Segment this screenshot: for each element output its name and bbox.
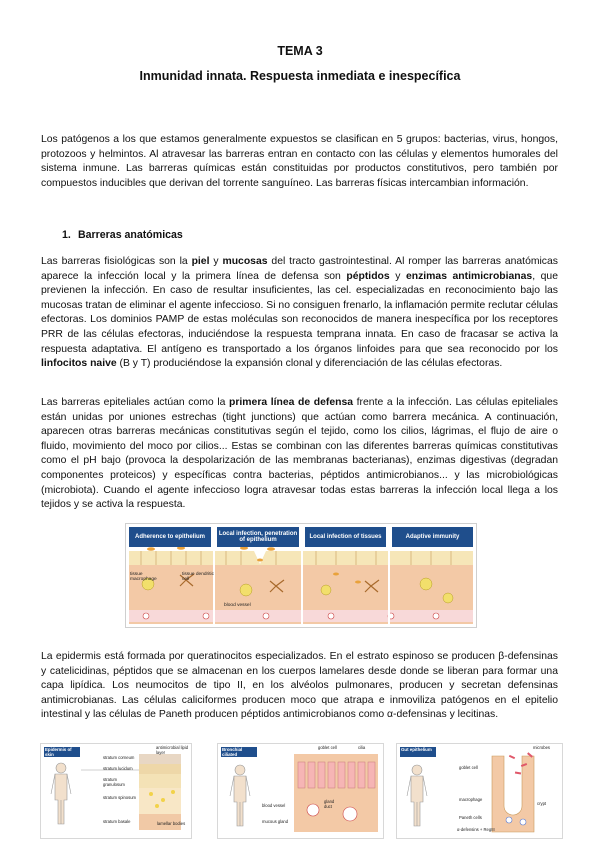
section-heading <box>62 229 183 241</box>
gut-illustration <box>397 744 562 838</box>
skin-epidermis-figure <box>40 743 192 839</box>
skin-label-granulosum: stratum granulosum <box>103 777 125 787</box>
skin-label-basale: stratum basale <box>103 819 131 824</box>
document-title: TEMA 3 <box>277 44 323 58</box>
label-tissue-macrophage: tissue macrophage <box>130 572 157 582</box>
bronchial-epithelium-figure <box>217 743 384 839</box>
panel-adaptive <box>389 524 476 627</box>
gut-label-macrophage: macrophage <box>459 797 483 802</box>
gut-label-goblet: goblet cell <box>459 765 478 770</box>
gut-epithelium-figure <box>396 743 563 839</box>
intro-paragraph: Los patógenos a los que estamos generalmente expuestos se clasifican en 5 grupos: bacterias, virus, hongos, protozoos y helmintos. Al atravesar las barreras entran en contacto con las células y elementos humorales del sistema inmune. Las barreras químicas están constituidas por productos constitutivos, pero también por compuestos inducibles que derivan del torrente sanguíneo. Las barreras físicas intercambian información. <box>41 134 558 189</box>
panel-local-infection-title: Local infection of tissues <box>305 527 386 547</box>
gut-label-paneth: Paneth cells <box>459 815 482 820</box>
section-title: Barreras anatómicas <box>78 229 183 241</box>
panel-adherence <box>126 524 214 627</box>
skin-figure-title: Epidermis of skin <box>44 747 80 757</box>
lung-label-cilia: cilia <box>358 745 366 750</box>
infection-stages-figure <box>125 523 477 628</box>
label-blood-vessel: blood vessel <box>224 603 251 608</box>
lung-illustration <box>218 744 383 838</box>
skin-label-lucidum: stratum lucidum <box>103 766 133 771</box>
panel-penetration <box>214 524 302 627</box>
skin-label-corneum: stratum corneum <box>103 755 135 760</box>
lung-label-mucous-gland: mucous gland <box>262 819 289 824</box>
section-number: 1. <box>62 229 71 241</box>
lung-label-goblet: goblet cell <box>318 745 337 750</box>
lung-label-gland-duct: gland duct <box>324 799 335 809</box>
lung-label-blood-vessel: blood vessel <box>262 803 286 808</box>
paragraph-barriers: Las barreras fisiológicas son la piel y mucosas del tracto gastrointestinal. Al romper las barreras anatómicas aparece la infección local y la primera línea de defensa son péptidos y enzimas antimicrobianas, que previenen la infección. En caso de resultar insuficientes, las cel. especializadas en reconocimiento bajo las mucosas tratan de eliminar el agente infeccioso. Si no consiguen frenarlo, la inflamación permite reclutar células efectoras. Los dominios PAMP de estas moléculas son reconocidos de manera inespecífica por los receptores PRR de las células efectoras, induciéndose la respuesta temprana innata. En caso de fracasar se activa la respuesta adaptativa. El antígeno es transportado a los órganos linfoides para que sea reconocido por los linfocitos naive (B y T) produciéndose la expansión clonal y diferenciación de las células efectoras. <box>41 256 558 370</box>
gut-figure-title: Gut epithelium <box>400 747 436 757</box>
panel-local-infection <box>302 524 389 627</box>
lung-figure-title: Bronchial ciliated epithelium <box>221 747 257 757</box>
panel-adherence-title: Adherence to epithelium <box>129 527 211 547</box>
gut-label-crypt: crypt <box>537 801 547 806</box>
panel-adaptive-title: Adaptive immunity <box>392 527 473 547</box>
panel-penetration-title: Local infection, penetration of epithelium <box>217 527 299 547</box>
paragraph-epithelial-barriers: Las barreras epiteliales actúan como la primera línea de defensa frente a la infección. Las células epiteliales están unidas por uniones estrechas (tight junctions) que actúan como barrera mecánica. A continuación, aparecen otras barreras mecánicas constitutivas según el tejido, como los cilios, lágrimas, el flujo de aire o fluido, movimiento del moco por cilios... Estas se combinan con las diferentes barreras químicas constitutivas como el pH bajo (provoca la despolarización de las membranas bacterianas), enzimas digestivas (degradan componentes proteicos) y específicas contra bacterias, péptidos antimicrobianos... y las microbiológicas (microbiota). Cuando el agente infeccioso logra atravesar todas estas barreras la infección local llega a los tejidos y se activa la respuesta. <box>41 397 558 511</box>
gut-label-microbes: microbes <box>533 745 550 750</box>
skin-label-spinosum: stratum spinosum <box>103 795 137 800</box>
skin-label-lipid-layer: antimicrobial lipid layer <box>156 745 189 755</box>
label-tissue-dendritic: tissue dendritic cell <box>182 572 214 582</box>
document-subtitle: Inmunidad innata. Respuesta inmediata e inespecífica <box>139 69 461 83</box>
gut-label-defensins: α-defensins + RegIII <box>457 827 495 832</box>
skin-label-lamellar: lamellar bodies <box>157 821 186 826</box>
paragraph-epidermis: La epidermis está formada por queratinocitos especializados. En el estrato espinoso se producen β-defensinas y catelicidinas, péptidos que se almacenan en los cuerpos lamelares desde donde se liberan para formar una capa lipídica. Los neumocitos de tipo II, en los alvéolos pulmonares, producen y secretan defensinas antimicrobianas. Las células caliciformes producen moco que atrapa e inmoviliza patógenos en el epitelio intestinal y las células de Paneth producen péptidos antimicrobianos como α-defensinas y lecitinas. <box>41 651 558 721</box>
